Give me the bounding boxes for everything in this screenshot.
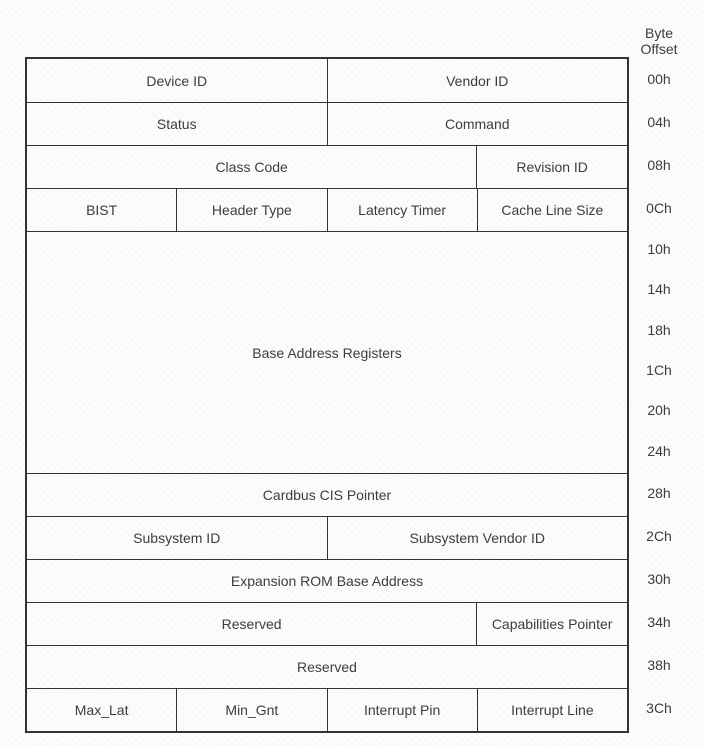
byte-offset-3Ch: 3Ch	[646, 699, 672, 716]
byte-offset-0Ch: 0Ch	[646, 199, 672, 216]
byte-offset-28h: 28h	[647, 484, 671, 501]
offset-row-00h	[629, 57, 689, 100]
register-cell-command: Command	[327, 103, 628, 145]
register-table	[25, 57, 629, 733]
register-cell-vendor-id: Vendor ID	[327, 59, 628, 102]
register-row-0Ch	[27, 188, 627, 231]
byte-offset-1Ch: 1Ch	[646, 362, 672, 379]
byte-offset-30h: 30h	[647, 570, 671, 587]
register-cell-cardbus-cis-pointer: Cardbus CIS Pointer	[262, 487, 392, 503]
register-cell-header-type: Header Type	[176, 189, 326, 231]
register-cell-revision-id: Revision ID	[476, 146, 627, 188]
register-row-04h	[27, 102, 627, 145]
register-cell-capabilities-pointer: Capabilities Pointer	[476, 603, 627, 645]
offset-row-10h	[629, 229, 689, 471]
register-cell-reserved: Reserved	[297, 659, 357, 675]
byte-offset-2Ch: 2Ch	[646, 527, 672, 544]
byte-offset-column	[629, 57, 689, 729]
byte-offset-04h: 04h	[647, 113, 671, 130]
register-cell-latency-timer: Latency Timer	[327, 189, 477, 231]
offset-row-38h	[629, 643, 689, 686]
offset-row-04h	[629, 100, 689, 143]
byte-offset-34h: 34h	[647, 613, 671, 630]
register-cell-interrupt-line: Interrupt Line	[477, 689, 627, 731]
register-row-34h	[27, 602, 627, 645]
register-row-10h	[27, 231, 627, 473]
register-row-28h	[27, 473, 627, 516]
byte-offset-header-line2: Offset	[640, 41, 678, 57]
offset-row-2Ch	[629, 514, 689, 557]
register-cell-cache-line-size: Cache Line Size	[477, 189, 627, 231]
byte-offset-20h: 20h	[647, 402, 671, 419]
register-row-38h	[27, 645, 627, 688]
register-cell-status: Status	[156, 116, 197, 132]
register-cell-interrupt-pin: Interrupt Pin	[327, 689, 477, 731]
offset-row-30h	[629, 557, 689, 600]
byte-offset-38h: 38h	[647, 656, 671, 673]
byte-offset-header-line1: Byte	[644, 25, 673, 41]
byte-offset-14h: 14h	[647, 281, 671, 298]
register-cell-expansion-rom-base-address: Expansion ROM Base Address	[230, 573, 424, 589]
register-row-30h	[27, 559, 627, 602]
byte-offset-18h: 18h	[647, 321, 671, 338]
register-row-00h	[27, 59, 627, 102]
offset-row-34h	[629, 600, 689, 643]
offset-row-28h	[629, 471, 689, 514]
byte-offset-08h: 08h	[647, 156, 671, 173]
offset-row-0Ch	[629, 186, 689, 229]
byte-offset-10h: 10h	[647, 241, 671, 258]
offset-row-3Ch	[629, 686, 689, 729]
register-cell-class-code: Class Code	[215, 159, 288, 175]
byte-offset-24h: 24h	[647, 442, 671, 459]
byte-offset-header	[629, 25, 689, 57]
register-cell-device-id: Device ID	[146, 72, 208, 89]
register-cell-subsystem-id: Subsystem ID	[133, 530, 221, 546]
register-cell-base-address-registers: Base Address Registers	[252, 344, 402, 361]
register-cell-subsystem-vendor-id: Subsystem Vendor ID	[327, 517, 628, 559]
register-cell-reserved: Reserved	[221, 616, 282, 632]
register-cell-max-lat: Max_Lat	[74, 702, 129, 718]
byte-offset-00h: 00h	[647, 70, 671, 87]
register-row-2Ch	[27, 516, 627, 559]
offset-row-08h	[629, 143, 689, 186]
register-row-3Ch	[27, 688, 627, 731]
register-cell-bist: BIST	[86, 202, 118, 218]
register-row-08h	[27, 145, 627, 188]
register-cell-min-gnt: Min_Gnt	[176, 689, 326, 731]
